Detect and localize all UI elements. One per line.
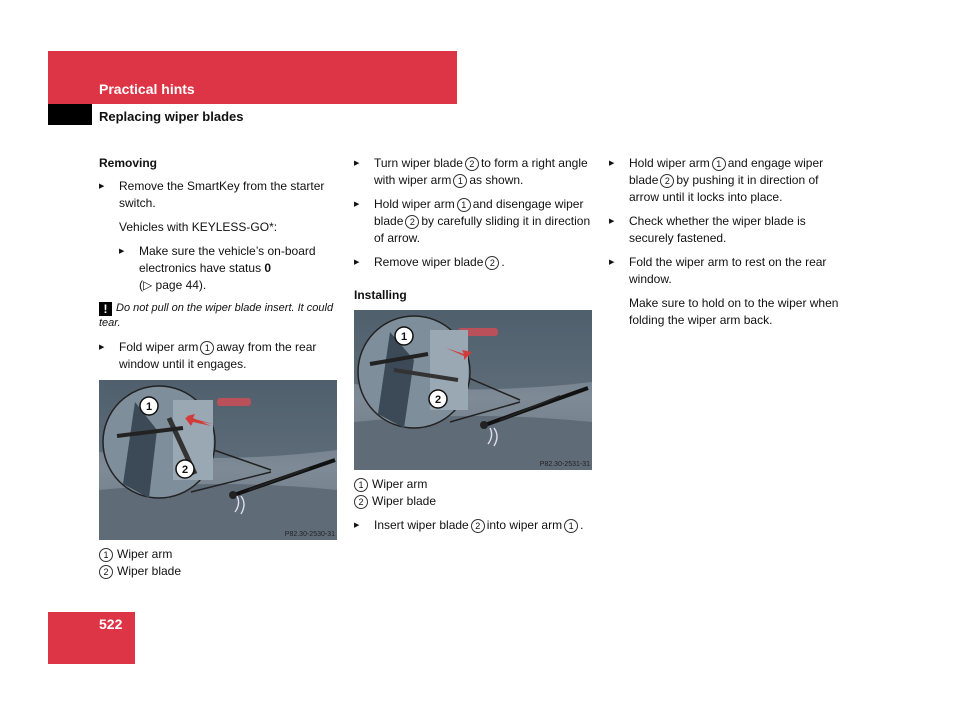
status-text: Make sure the vehicle’s on-board electronics have status (139, 244, 316, 275)
step-fold-arm-to-rest: ▶ Fold the wiper arm to rest on the rear window. (609, 254, 849, 288)
section-title: Replacing wiper blades (99, 109, 244, 124)
keyless-go-note: Vehicles with KEYLESS-GO*: (119, 220, 278, 234)
step-remove-blade: ▶ Remove wiper blade 2 . (354, 254, 594, 271)
step-turn-wiper-blade: ▶ Turn wiper blade 2 to form a right angle with wiper arm 1 as shown. (354, 155, 594, 189)
column-2 (354, 155, 594, 541)
column-3 (609, 155, 849, 336)
installing-heading: Installing (354, 288, 407, 302)
figure2-code: P82.30-2531-31 (539, 461, 590, 468)
column-1 (99, 155, 339, 580)
legend-wiper-blade: 2 Wiper blade (99, 563, 339, 580)
callout-1: 1 (200, 341, 214, 355)
chapter-title: Practical hints (99, 81, 195, 97)
legend-wiper-arm: 1 Wiper arm (354, 476, 594, 493)
figure1-callout-1: 1 (145, 401, 153, 413)
step-disengage-blade: ▶ Hold wiper arm 1 and disengage wiper blade 2 by carefully sliding it in direction of arrow. (354, 196, 594, 247)
figure1-callout-2: 2 (181, 464, 189, 476)
step-engage-blade: ▶ Hold wiper arm 1 and engage wiper blade 2 by pushing it in direction of arrow until it locks into place. (609, 155, 849, 206)
wiper-removal-figure (99, 380, 337, 540)
section-tab-marker (48, 104, 92, 125)
step-onboard-electronics (119, 243, 339, 294)
status-value: 0 (264, 261, 272, 275)
warning-text: Do not pull on the wiper blade insert. It could tear. (99, 302, 334, 329)
wiper-installation-figure (354, 310, 592, 470)
warning-icon: ! (99, 302, 112, 316)
step-fold-wiper-arm: ▶ Fold wiper arm 1 away from the rear window until it engages. (99, 339, 339, 373)
page-reference: (▷ page 44). (139, 278, 207, 292)
warning-note (99, 301, 339, 331)
legend-wiper-arm: 1 Wiper arm (99, 546, 339, 563)
figure1-code: P82.30-2530-31 (284, 531, 335, 538)
figure2-callout-1: 1 (400, 331, 408, 343)
removing-heading: Removing (99, 156, 158, 170)
figure2-callout-2: 2 (434, 394, 442, 406)
legend-wiper-blade: 2 Wiper blade (354, 493, 594, 510)
step-remove-smartkey: ▶ Remove the SmartKey from the starter switch. (99, 178, 339, 212)
page-number: 522 (99, 616, 123, 632)
hold-wiper-note: Make sure to hold on to the wiper when folding the wiper arm back. (629, 296, 839, 327)
step-insert-blade: ▶ Insert wiper blade 2 into wiper arm 1 . (354, 517, 594, 534)
step-check-fastened: ▶ Check whether the wiper blade is securely fastened. (609, 213, 849, 247)
